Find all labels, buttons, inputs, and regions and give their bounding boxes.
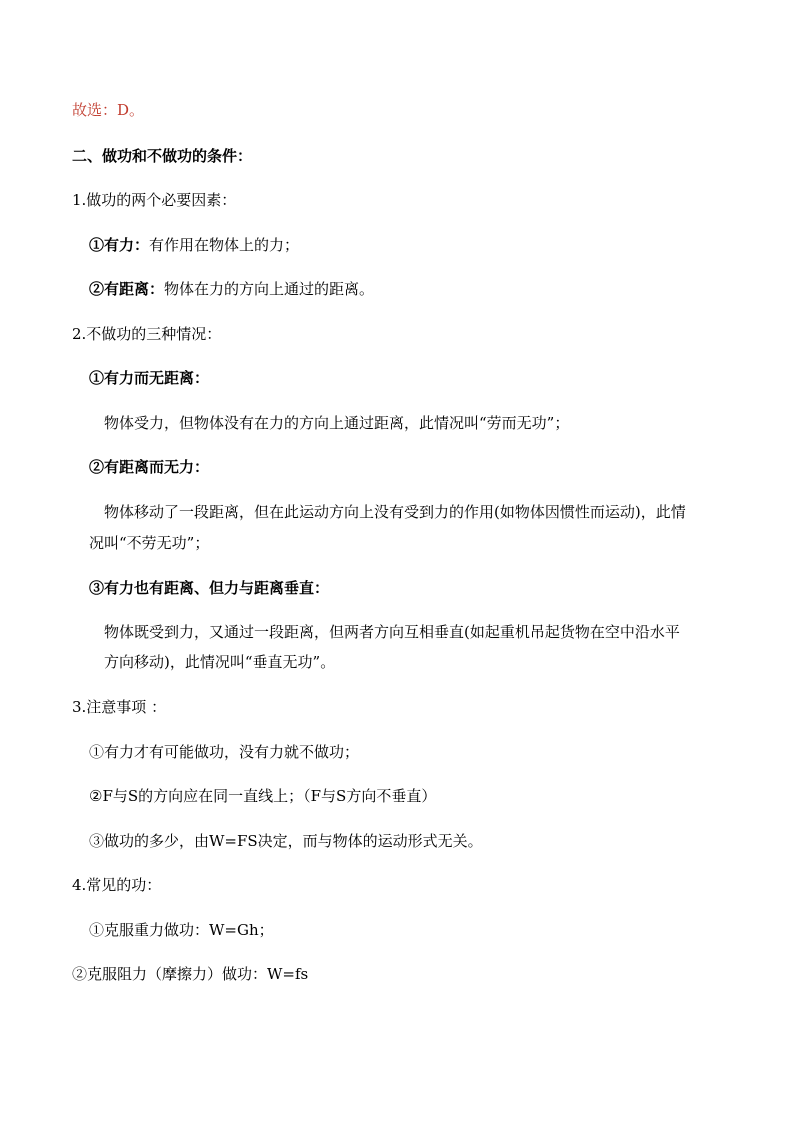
p2-case-1-text: 物体受力，但物体没有在力的方向上通过距离，此情况叫“劳而无功”； (104, 414, 570, 432)
p2-case-2-text-line-2: 况叫“不劳无功”； (89, 534, 210, 552)
p1-item-2-label: ②有距离： (89, 280, 165, 298)
p2-case-2-title: ②有距离而无力： (89, 458, 210, 476)
p3-item-3: ③做功的多少，由W=FS决定，而与物体的运动形式无关。 (89, 832, 483, 850)
p4-item-2: ②克服阻力（摩擦力）做功：W=fs (72, 965, 309, 983)
p4-item-1: ①克服重力做功：W=Gh； (89, 921, 274, 939)
p1-item-2 (89, 279, 374, 299)
p2-case-3-text-line-1: 物体既受到力，又通过一段距离，但两者方向互相垂直(如起重机吊起货物在空中沿水平 (104, 623, 680, 641)
answer-line: 故选：D。 (72, 101, 145, 119)
p1-item-1-label: ①有力： (89, 236, 150, 254)
p1-item-1-text: 有作用在物体上的力； (149, 236, 300, 254)
p2-case-2-text-line-1: 物体移动了一段距离，但在此运动方向上没有受到力的作用(如物体因惯性而运动)，此情 (104, 503, 686, 521)
p2-case-3-title: ③有力也有距离、但力与距离垂直： (89, 579, 330, 597)
section-title: 二、做功和不做功的条件： (72, 147, 253, 165)
p2-case-1-title: ①有力而无距离： (89, 369, 210, 387)
p3-item-1: ①有力才有可能做功，没有力就不做功； (89, 743, 360, 761)
p4-heading: 4.常见的功： (72, 876, 162, 894)
p1-item-2-text: 物体在力的方向上通过的距离。 (164, 280, 375, 298)
p2-heading: 2.不做功的三种情况： (72, 325, 222, 343)
p1-heading: 1.做功的两个必要因素： (72, 191, 237, 209)
p2-case-3-text-line-2: 方向移动)，此情况叫“垂直无功”。 (104, 653, 336, 671)
p3-heading: 3.注意事项 ： (72, 698, 167, 716)
p3-item-2: ②F与S的方向应在同一直线上；（F与S方向不垂直） (89, 787, 437, 805)
p1-item-1 (89, 235, 299, 255)
